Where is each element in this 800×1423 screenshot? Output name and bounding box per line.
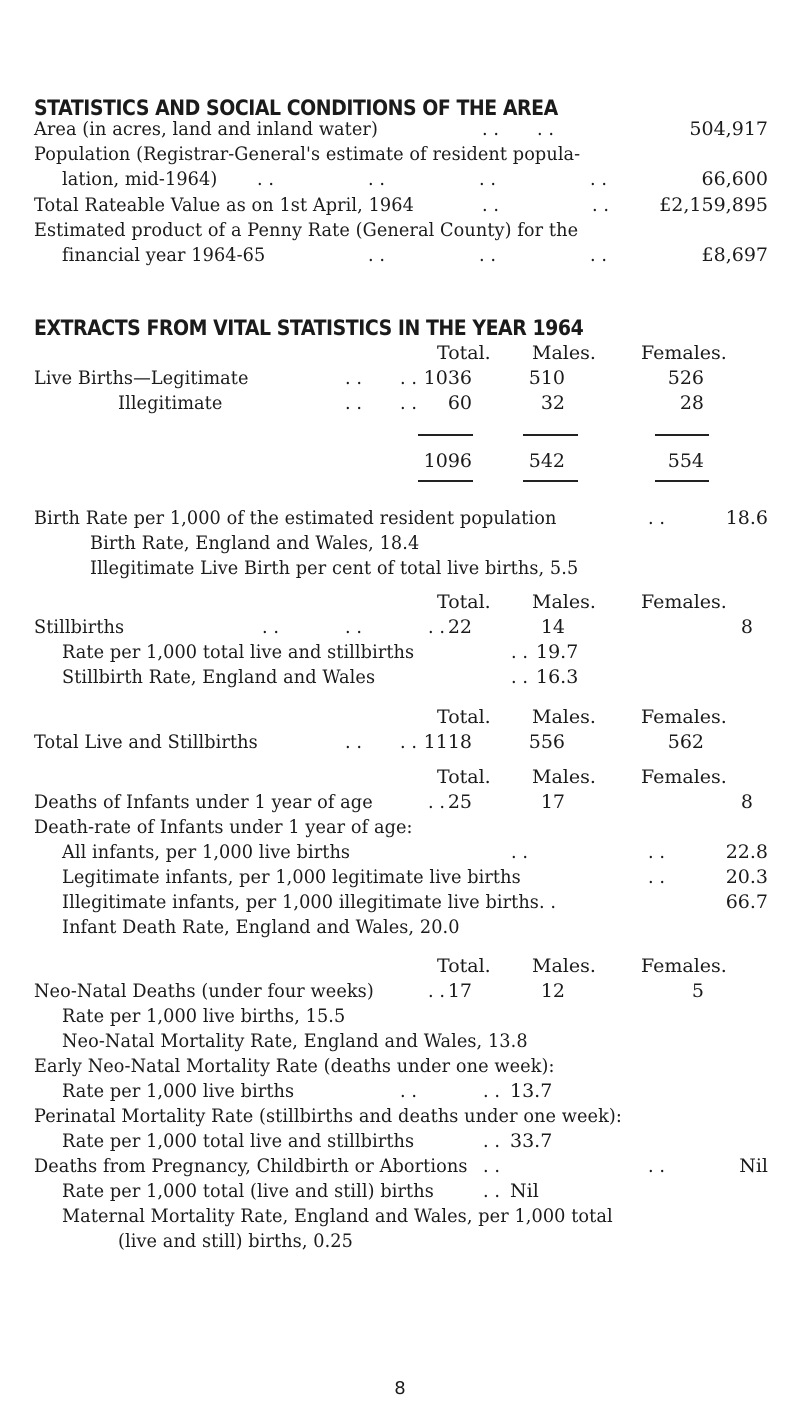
live-births-illegitimate-males: 32 (540, 392, 565, 414)
section-title-vital-statistics: EXTRACTS FROM VITAL STATISTICS IN THE YEAR 1964 (34, 316, 584, 340)
stillbirth-rate-label: Rate per 1,000 total live and stillbirths (62, 641, 415, 663)
live-births-legitimate-males: 510 (528, 367, 565, 389)
total-live-stillbirths-females: 562 (667, 731, 704, 753)
illegitimate-infants-label: Illegitimate infants, per 1,000 illegitimate live births. . (62, 891, 557, 913)
perinatal-rate-label: Rate per 1,000 total live and stillbirths (62, 1130, 415, 1152)
infant-death-rate-heading: Death-rate of Infants under 1 year of age: (34, 816, 413, 838)
dot-leader: . . (479, 168, 497, 190)
stillbirth-rate-ew-value: 16.3 (536, 666, 579, 688)
pregnancy-deaths-value: Nil (739, 1155, 768, 1177)
infant-deaths-label: Deaths of Infants under 1 year of age (34, 791, 373, 813)
all-infants-label: All infants, per 1,000 live births (62, 841, 351, 863)
infant-death-rate-ew: Infant Death Rate, England and Wales, 20.0 (62, 916, 460, 938)
early-neonatal-value: 13.7 (510, 1080, 553, 1102)
page-number: 8 (394, 1378, 406, 1399)
col-header-females: Females. (641, 766, 727, 788)
sum-rule-females-bottom (655, 480, 709, 482)
all-infants-value: 22.8 (725, 841, 768, 863)
dot-leader: . . (368, 168, 386, 190)
col-header-total: Total. (437, 342, 491, 364)
stillbirths-males: 14 (540, 616, 565, 638)
dot-leader: . . (345, 392, 363, 414)
penny-rate-value: £8,697 (701, 244, 768, 266)
dot-leader: . . (482, 194, 500, 216)
legitimate-infants-value: 20.3 (725, 866, 768, 888)
neonatal-deaths-males: 12 (540, 980, 565, 1002)
pregnancy-deaths-label: Deaths from Pregnancy, Childbirth or Abortions (34, 1155, 468, 1177)
neonatal-rate-ew: Neo-Natal Mortality Rate, England and Wales, 13.8 (62, 1030, 528, 1052)
col-header-males: Males. (532, 766, 596, 788)
dot-leader: . . (400, 392, 418, 414)
rateable-value-label: Total Rateable Value as on 1st April, 1964 (34, 194, 414, 216)
col-header-males: Males. (532, 591, 596, 613)
neonatal-deaths-females: 5 (691, 980, 704, 1002)
infant-deaths-total: 25 (447, 791, 472, 813)
dot-leader: . . (262, 616, 280, 638)
col-header-females: Females. (641, 706, 727, 728)
maternal-mortality-ew: Maternal Mortality Rate, England and Wales, per 1,000 total (62, 1205, 613, 1227)
sum-rule-total-bottom (418, 480, 473, 482)
stillbirth-rate-ew-label: Stillbirth Rate, England and Wales (62, 666, 376, 688)
dot-leader: . . (511, 641, 529, 663)
stillbirths-females: 8 (740, 616, 753, 638)
dot-leader: . . (590, 244, 608, 266)
sum-rule-males-bottom (523, 480, 578, 482)
live-births-legitimate-label: Live Births—Legitimate (34, 367, 249, 389)
dot-leader: . . (257, 168, 275, 190)
col-header-total: Total. (437, 955, 491, 977)
early-neonatal-label: Early Neo-Natal Mortality Rate (deaths under one week): (34, 1055, 555, 1077)
legitimate-infants-label: Legitimate infants, per 1,000 legitimate live births (62, 866, 521, 888)
dot-leader: . . (483, 1130, 501, 1152)
dot-leader: . . (590, 168, 608, 190)
dot-leader: . . (648, 507, 666, 529)
dot-leader: . . (483, 1155, 501, 1177)
illegitimate-percent: Illegitimate Live Birth per cent of total live births, 5.5 (90, 557, 579, 579)
live-births-sum-total: 1096 (423, 450, 472, 472)
dot-leader: . . (483, 1080, 501, 1102)
penny-rate-label: Estimated product of a Penny Rate (General County) for the (34, 219, 579, 241)
dot-leader: . . (648, 866, 666, 888)
col-header-total: Total. (437, 706, 491, 728)
dot-leader: . . (592, 194, 610, 216)
population-value: 66,600 (701, 168, 768, 190)
live-births-illegitimate-total: 60 (447, 392, 472, 414)
population-label: Population (Registrar-General's estimate of resident popula- (34, 143, 581, 165)
dot-leader: . . (428, 791, 446, 813)
dot-leader: . . (400, 731, 418, 753)
col-header-total: Total. (437, 591, 491, 613)
birth-rate-england-wales: Birth Rate, England and Wales, 18.4 (90, 532, 420, 554)
dot-leader: . . (345, 731, 363, 753)
sum-rule-total (418, 434, 473, 436)
perinatal-value: 33.7 (510, 1130, 553, 1152)
dot-leader: . . (648, 841, 666, 863)
perinatal-label: Perinatal Mortality Rate (stillbirths and deaths under one week): (34, 1105, 622, 1127)
dot-leader: . . (511, 666, 529, 688)
col-header-males: Males. (532, 955, 596, 977)
birth-rate-value: 18.6 (725, 507, 768, 529)
dot-leader: . . (428, 980, 446, 1002)
penny-rate-label-cont: financial year 1964-65 (62, 244, 266, 266)
dot-leader: . . (482, 118, 500, 140)
maternal-mortality-ew-cont: (live and still) births, 0.25 (118, 1230, 353, 1252)
total-live-stillbirths-label: Total Live and Stillbirths (34, 731, 258, 753)
dot-leader: . . (400, 1080, 418, 1102)
dot-leader: . . (345, 367, 363, 389)
dot-leader: . . (511, 841, 529, 863)
dot-leader: . . (428, 616, 446, 638)
infant-deaths-females: 8 (740, 791, 753, 813)
col-header-total: Total. (437, 766, 491, 788)
sum-rule-females (655, 434, 709, 436)
col-header-females: Females. (641, 591, 727, 613)
sum-rule-males (523, 434, 578, 436)
birth-rate-label: Birth Rate per 1,000 of the estimated resident population (34, 507, 557, 529)
dot-leader: . . (648, 1155, 666, 1177)
col-header-males: Males. (532, 706, 596, 728)
stillbirths-label: Stillbirths (34, 616, 125, 638)
dot-leader: . . (483, 1180, 501, 1202)
stillbirths-total: 22 (447, 616, 472, 638)
total-live-stillbirths-males: 556 (528, 731, 565, 753)
live-births-legitimate-females: 526 (667, 367, 704, 389)
live-births-sum-males: 542 (528, 450, 565, 472)
col-header-females: Females. (641, 955, 727, 977)
stillbirth-rate-value: 19.7 (536, 641, 579, 663)
illegitimate-infants-value: 66.7 (725, 891, 768, 913)
infant-deaths-males: 17 (540, 791, 565, 813)
live-births-illegitimate-females: 28 (679, 392, 704, 414)
area-value: 504,917 (689, 118, 768, 140)
live-births-sum-females: 554 (667, 450, 704, 472)
neonatal-deaths-total: 17 (447, 980, 472, 1002)
neonatal-deaths-label: Neo-Natal Deaths (under four weeks) (34, 980, 374, 1002)
dot-leader: . . (537, 118, 555, 140)
pregnancy-rate-label: Rate per 1,000 total (live and still) births (62, 1180, 434, 1202)
rateable-value: £2,159,895 (659, 194, 768, 216)
dot-leader: . . (479, 244, 497, 266)
col-header-females: Females. (641, 342, 727, 364)
dot-leader: . . (368, 244, 386, 266)
live-births-illegitimate-label: Illegitimate (118, 392, 223, 414)
live-births-legitimate-total: 1036 (423, 367, 472, 389)
section-title-statistics: STATISTICS AND SOCIAL CONDITIONS OF THE AREA (34, 96, 558, 120)
early-neonatal-rate-label: Rate per 1,000 live births (62, 1080, 295, 1102)
total-live-stillbirths-total: 1118 (423, 731, 472, 753)
neonatal-rate: Rate per 1,000 live births, 15.5 (62, 1005, 346, 1027)
col-header-males: Males. (532, 342, 596, 364)
area-label: Area (in acres, land and inland water) (34, 118, 378, 140)
dot-leader: . . (345, 616, 363, 638)
population-label-cont: lation, mid-1964) (62, 168, 218, 190)
dot-leader: . . (400, 367, 418, 389)
pregnancy-rate-value: Nil (510, 1180, 539, 1202)
